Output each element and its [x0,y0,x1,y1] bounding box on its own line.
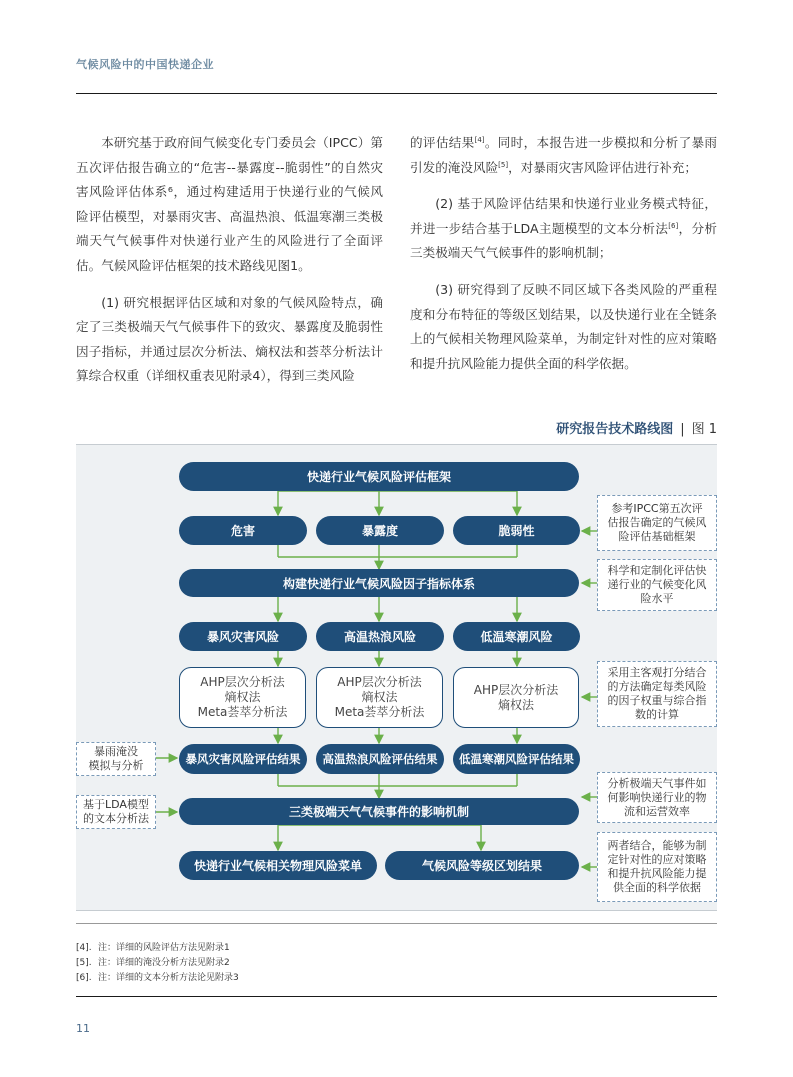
framework-box: 快递行业气候风险评估框架 [179,462,579,491]
page-number: 11 [76,1022,90,1035]
method-entropy: 熵权法 [224,690,261,704]
method-entropy: 熵权法 [361,690,398,704]
footnote-6: [6]. 注：详细的文本分析方法论见附录3 [76,973,239,983]
methods-storm-box [179,667,306,728]
method-entropy: 熵权法 [497,697,534,712]
note-impact-analysis: 分析极端天气事件如 何影响快递行业的物 流和运营效率 [597,772,717,823]
risk-heat-box: 高温热浪风险 [316,622,444,651]
footnote-4: [4]. 注：详细的风险评估方法见附录1 [76,943,230,953]
note-flood-simulation: 暴雨淹没 模拟与分析 [76,742,156,776]
methods-cold-box [453,667,579,728]
right-paragraph-1: 的评估结果[4]。同时，本报告进一步模拟和分析了暴雨引发的淹没风险[5]，对暴雨灾害风险评估进行补充； [410,135,718,175]
left-column [76,131,383,389]
result-storm-box: 暴风灾害风险评估结果 [179,744,307,774]
note-custom-assessment: 科学和定制化评估快 递行业的气候变化风 险水平 [597,559,717,611]
output-risk-menu-box: 快递行业气候相关物理风险菜单 [179,851,377,880]
left-paragraph-2: (1) 研究根据评估区域和对象的气候风险特点，确定了三类极端天气气候事件下的致灾、暴露度及脆弱性因子指标，并通过层次分析法、熵权法和荟萃分析法计算综合权重（详细权重表见附录4），得到三类风险 [76,294,383,384]
note-combined-benefit: 两者结合，能够为制 定针对性的应对策略 和提升抗风险能力提 供全面的科学依据 [597,832,717,902]
note-lda-text-analysis: 基于LDA模型 的文本分析法 [76,795,156,829]
index-system-box: 构建快递行业气候风险因子指标体系 [179,569,579,597]
note-ipcc-framework: 参考IPCC第五次评 估报告确定的气候风 险评估基础框架 [597,495,717,551]
right-paragraph-2: (2) 基于风险评估结果和快递行业业务模式特征，并进一步结合基于LDA主题模型的文本分析法[6]，分析三类极端天气气候事件的影响机制； [410,196,718,261]
method-ahp: AHP层次分析法 [473,682,559,697]
output-zoning-box: 气候风险等级区划结果 [385,851,579,880]
risk-storm-box: 暴风灾害风险 [179,622,307,651]
methods-heat-box [316,667,443,728]
figure-panel [76,444,717,911]
factor-exposure-box: 暴露度 [316,516,444,545]
result-heat-box: 高温热浪风险评估结果 [316,744,444,774]
left-paragraph-1: 本研究基于政府间气候变化专门委员会（IPCC）第五次评估报告确立的“危害--暴露度--脆弱性”的自然灾害风险评估体系⁶，通过构建适用于快递行业的气候风险评估模型，对暴雨灾害、高温热浪、低温寒潮三类极端天气气候事件对快递行业产生的风险进行了全面评估。气候风险评估框架的技术路线见图1。 [76,135,383,273]
result-cold-box: 低温寒潮风险评估结果 [453,744,580,774]
footer-rule [76,996,717,997]
factor-hazard-box: 危害 [179,516,307,545]
right-paragraph-3: (3) 研究得到了反映不同区域下各类风险的严重程度和分布特征的等级区划结果，以及快递行业在全链条上的气候相关物理风险菜单，为制定针对性的应对策略和提升抗风险能力提供全面的科学依据。 [410,281,717,371]
footnote-rule [76,923,717,924]
risk-cold-box: 低温寒潮风险 [453,622,580,651]
figure-title: 研究报告技术路线图 | 图 1 [556,422,717,437]
mechanism-box: 三类极端天气气候事件的影响机制 [179,798,579,825]
method-meta: Meta荟萃分析法 [334,705,425,719]
note-weighting-method: 采用主客观打分结合 的方法确定每类风险 的因子权重与综合指 数的计算 [597,661,717,727]
factor-vulnerability-box: 脆弱性 [453,516,580,545]
footnote-5: [5]. 注：详细的淹没分析方法见附录2 [76,958,230,968]
method-ahp: AHP层次分析法 [337,675,422,689]
running-header: 气候风险中的中国快递企业 [76,58,214,71]
right-column [410,131,717,376]
header-rule [76,93,717,94]
method-ahp: AHP层次分析法 [200,675,285,689]
method-meta: Meta荟萃分析法 [197,705,288,719]
